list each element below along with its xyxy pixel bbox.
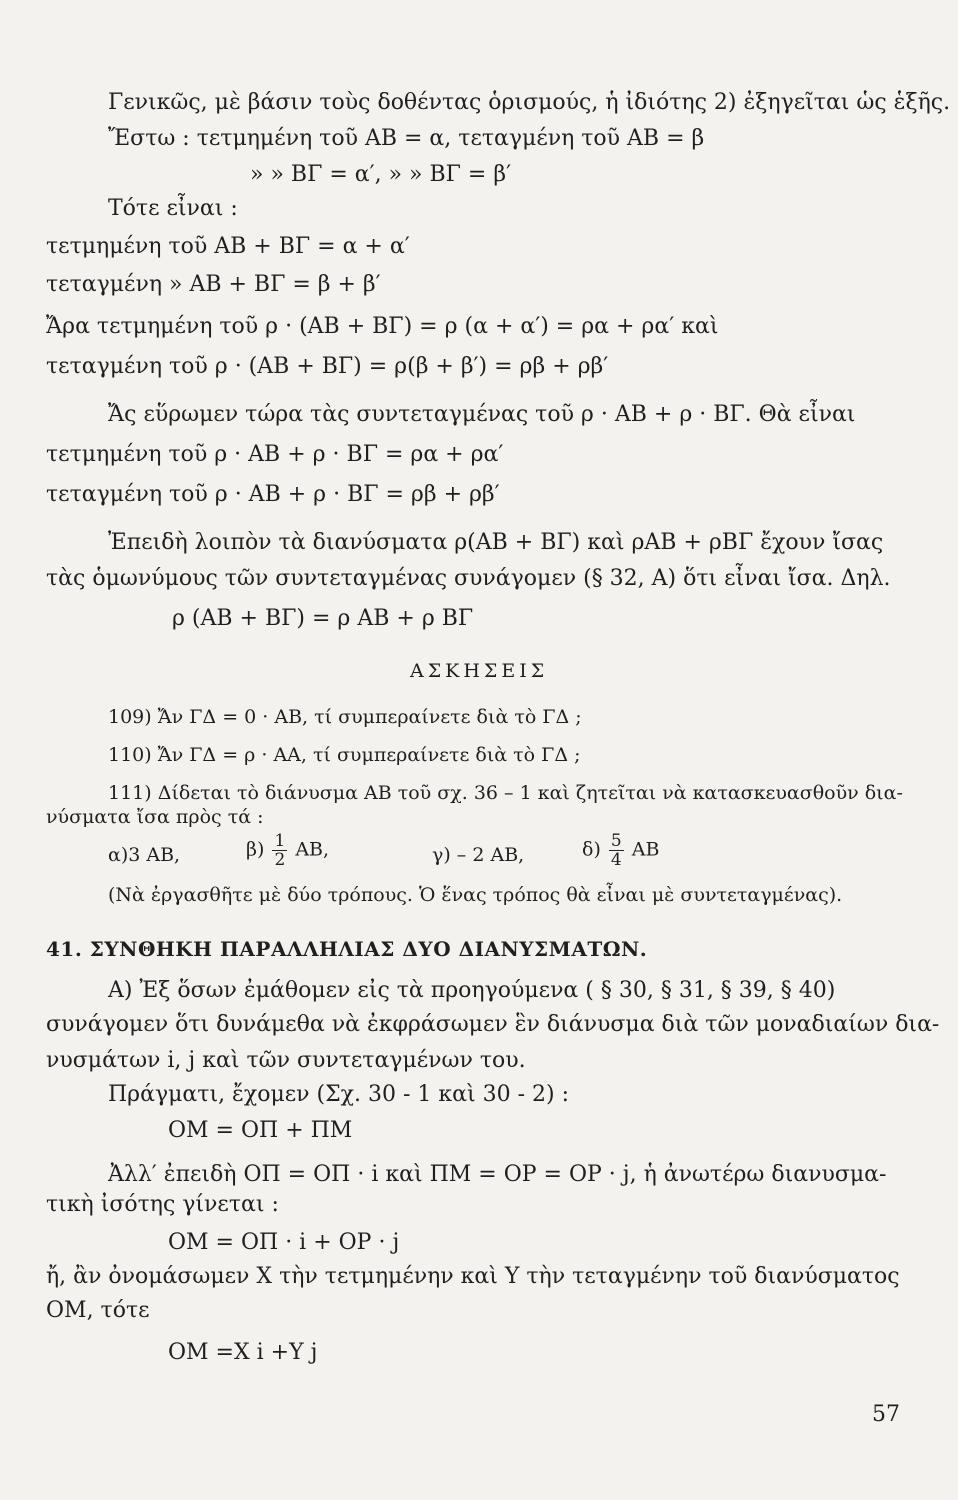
exercises-heading: ΑΣΚΗΣΕΙΣ	[410, 660, 549, 682]
body-line: Γενικῶς, μὲ βάσιν τοὺς δοθέντας ὁρισμούς, ἡ ἰδιότης 2) ἐξηγεῖται ὡς ἑξῆς.	[108, 90, 951, 115]
section-heading: 41. ΣΥΝΘΗΚΗ ΠΑΡΑΛΛΗΛΙΑΣ ΔΥΟ ΔΙΑΝΥΣΜΑΤΩΝ.	[46, 937, 648, 961]
exercise-option-c: γ) – 2 AB,	[432, 844, 525, 866]
exercise-option-a: α)3 AB,	[108, 844, 181, 866]
body-line: τεταγμένη τοῦ ρ · AB + ρ · BΓ = ρβ + ρβ′	[46, 482, 500, 507]
body-line: Ἄρα τετμημένη τοῦ ρ · (AB + BΓ) = ρ (α + α′) = ρα + ρα′ καὶ	[46, 314, 719, 339]
body-line: A) Ἐξ ὅσων ἐμάθομεν εἰς τὰ προηγούμενα ( § 30, § 31, § 39, § 40)	[108, 978, 836, 1003]
exercise-item: 110) Ἄν ΓΔ = ρ · AA, τί συμπεραίνετε διὰ τὸ ΓΔ ;	[108, 744, 581, 766]
equation: OM = OΠ + ΠM	[168, 1118, 353, 1143]
body-line: Ἀλλ′ ἐπειδὴ OΠ = OΠ · i καὶ ΠM = OP = OP · j, ἡ ἀνωτέρω διανυσμα-	[108, 1162, 887, 1187]
exercise-item: 109) Ἄν ΓΔ = 0 · AB, τί συμπεραίνετε διὰ τὸ ΓΔ ;	[108, 706, 582, 728]
equation: ρ (AB + BΓ) = ρ AB + ρ BΓ	[172, 606, 474, 631]
fraction-half: $\frac{1}{2}$	[274, 831, 286, 870]
body-line: τεταγμένη τοῦ ρ · (AB + BΓ) = ρ(β + β′) = ρβ + ρβ′	[46, 354, 609, 379]
exercise-option-b: β) $\frac{1}{2}$ AB,	[246, 831, 330, 870]
body-line: Τότε εἶναι :	[108, 196, 238, 221]
fraction-five-fourths: $\frac{5}{4}$	[610, 831, 622, 870]
body-line: τετμημένη τοῦ ρ · AB + ρ · BΓ = ρα + ρα′	[46, 442, 504, 467]
body-line: Ἐπειδὴ λοιπὸν τὰ διανύσματα ρ(AB + BΓ) καὶ ρAB + ρBΓ ἔχουν ἴσας	[108, 530, 884, 555]
body-line: ἤ, ἂν ὀνομάσωμεν X τὴν τετμημένην καὶ Y τὴν τεταγμένην τοῦ διανύσματος	[46, 1264, 900, 1289]
body-line: συνάγομεν ὅτι δυνάμεθα νὰ ἐκφράσωμεν ἓν διάνυσμα διὰ τῶν μοναδιαίων δια-	[46, 1012, 940, 1037]
equation: OM =X i +Y j	[168, 1340, 318, 1365]
exercise-note: (Νὰ ἐργασθῆτε μὲ δύο τρόπους. Ὁ ἕνας τρόπος θὰ εἶναι μὲ συντεταγμένας).	[108, 884, 843, 906]
body-line: Ἔστω : τετμημένη τοῦ AB = α, τεταγμένη τοῦ AB = β	[108, 126, 705, 151]
body-line: νυσμάτων i, j καὶ τῶν συντεταγμένων του.	[46, 1048, 526, 1073]
body-line: τεταγμένη » AB + BΓ = β + β′	[46, 272, 381, 297]
body-line: τετμημένη τοῦ AB + BΓ = α + α′	[46, 234, 410, 259]
page-number: 57	[872, 1402, 900, 1427]
exercise-item: νύσματα ἴσα πρὸς τά :	[46, 806, 264, 828]
exercise-option-d: δ) $\frac{5}{4}$ AB	[582, 831, 660, 870]
equation: OM = OΠ · i + OP · j	[168, 1230, 400, 1255]
body-line: τὰς ὁμωνύμους τῶν συντεταγμένας συνάγομεν (§ 32, A) ὅτι εἶναι ἴσα. Δηλ.	[46, 566, 891, 591]
exercise-item: 111) Δίδεται τὸ διάνυσμα AB τοῦ σχ. 36 – 1 καὶ ζητεῖται νὰ κατασκευασθοῦν δια-	[108, 782, 903, 804]
body-line: OM, τότε	[46, 1298, 150, 1323]
body-line: » » BΓ = α′, » » BΓ = β′	[250, 162, 512, 187]
body-line: τικὴ ἰσότης γίνεται :	[46, 1192, 279, 1217]
body-line: Πράγματι, ἔχομεν (Σχ. 30 - 1 καὶ 30 - 2) :	[108, 1082, 569, 1107]
body-line: Ἄς εὕρωμεν τώρα τὰς συντεταγμένας τοῦ ρ · AB + ρ · BΓ. Θὰ εἶναι	[108, 402, 856, 427]
